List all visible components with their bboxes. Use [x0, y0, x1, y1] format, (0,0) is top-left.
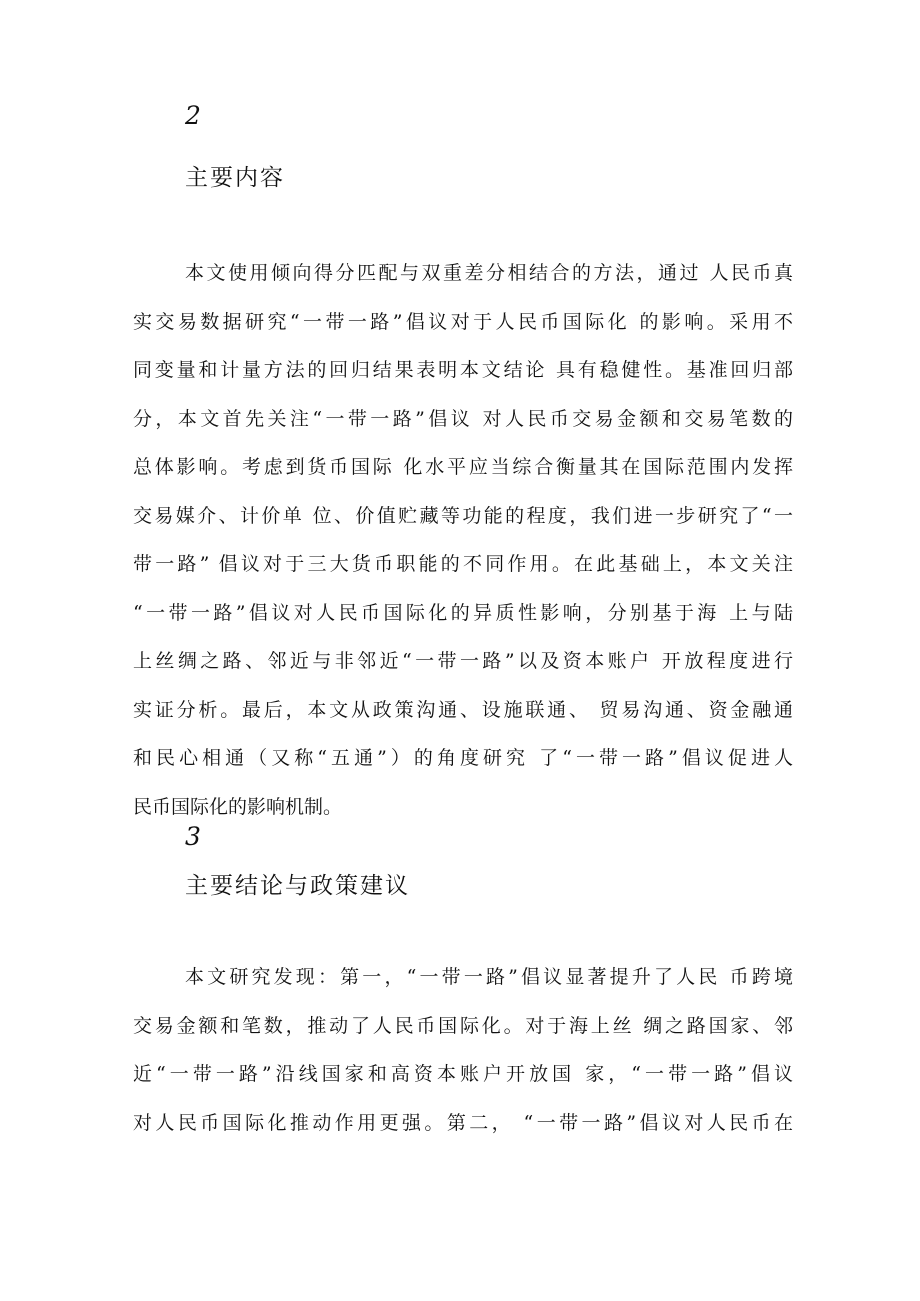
section-2-title: 主要内容: [185, 165, 285, 191]
section-3-number: 3: [185, 822, 201, 851]
text-line: 总体影响。考虑到货币国际 化水平应当综合衡量其在国际范围内发挥: [133, 456, 793, 478]
text-line: “一带一路”倡议对人民币国际化的异质性影响，分别基于海 上与陆: [133, 601, 793, 624]
text-line: 近“一带一路”沿线国家和高资本账户开放国 家，“一带一路”倡议: [133, 1063, 793, 1085]
text-line: 交易媒介、计价单 位、价值贮藏等功能的程度，我们进一步研究了“一: [133, 504, 793, 527]
text-line: 和民心相通（又称“五通”）的角度研究 了“一带一路”倡议促进人: [133, 747, 793, 769]
section-3-body: [133, 953, 793, 1147]
text-line: 同变量和计量方法的回归结果表明本文结论 具有稳健性。基准回归部: [133, 359, 793, 381]
text-line: 上丝绸之路、邻近与非邻近“一带一路”以及资本账户 开放程度进行: [133, 650, 793, 672]
section-2-body: [133, 249, 793, 831]
section-3-title: 主要结论与政策建议: [185, 873, 410, 899]
text-line: 本文使用倾向得分匹配与双重差分相结合的方法，通过 人民币真: [185, 262, 793, 284]
text-line: 民币国际化的影响机制。: [133, 795, 343, 818]
text-line: 实证分析。最后，本文从政策沟通、设施联通、 贸易沟通、资金融通: [133, 698, 793, 721]
text-line: 交易金额和笔数，推动了人民币国际化。对于海上丝 绸之路国家、邻: [133, 1014, 793, 1037]
text-line: 带一路” 倡议对于三大货币职能的不同作用。在此基础上，本文关注: [133, 553, 793, 575]
section-2-number: 2: [185, 101, 201, 130]
text-line: 实交易数据研究“一带一路”倡议对于人民币国际化 的影响。采用不: [133, 310, 793, 333]
text-line: 分，本文首先关注“一带一路”倡议 对人民币交易金额和交易笔数的: [133, 407, 793, 430]
text-line: 对人民币国际化推动作用更强。第二， “一带一路”倡议对人民币在: [133, 1111, 793, 1134]
text-line: 本文研究发现：第一，“一带一路”倡议显著提升了人民 币跨境: [185, 966, 793, 988]
